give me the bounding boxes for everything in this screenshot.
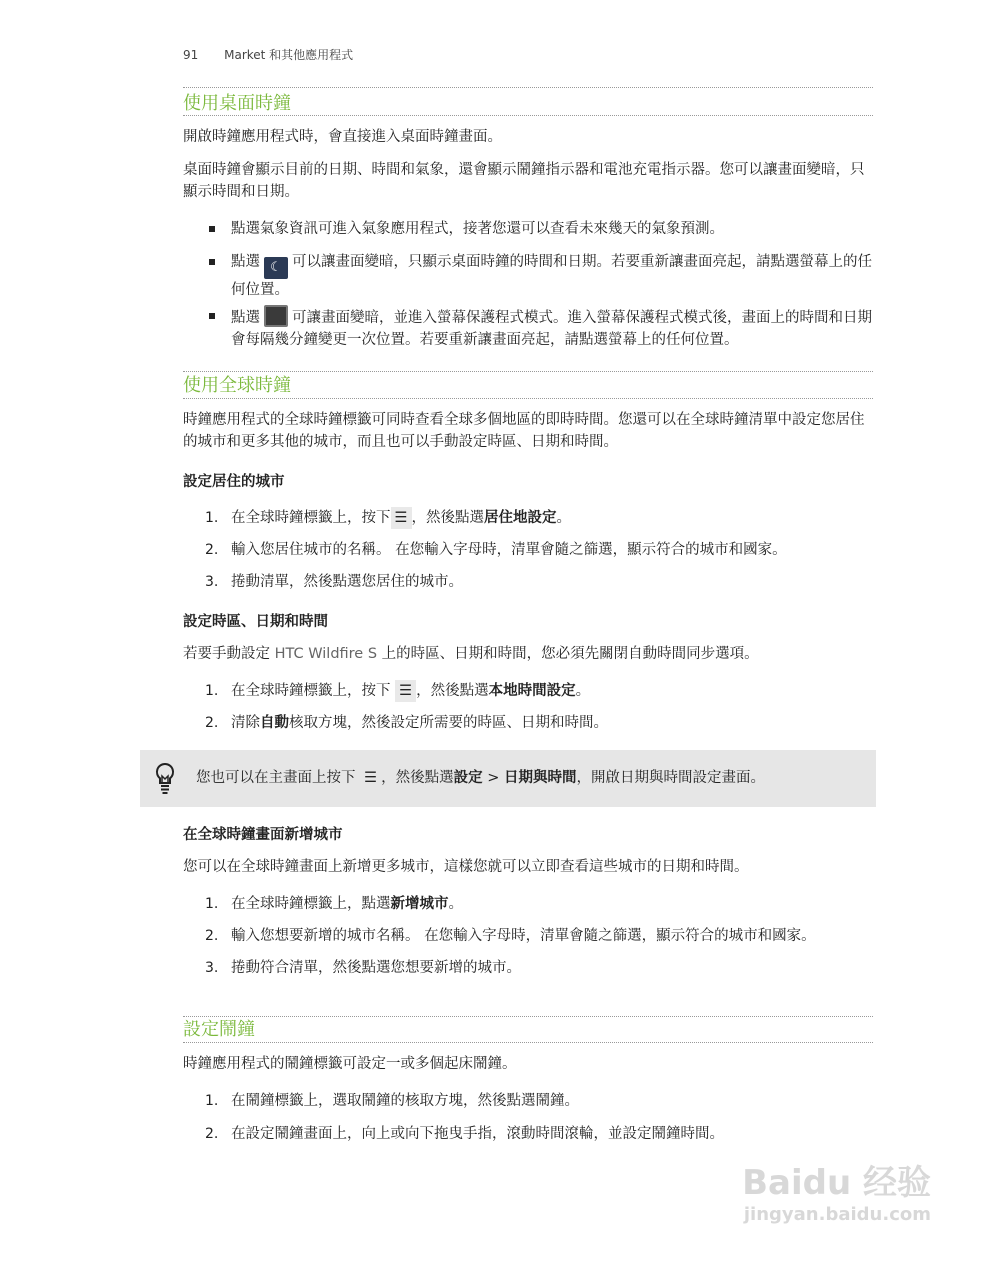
lightbulb-icon — [154, 762, 176, 794]
list-item — [205, 893, 876, 915]
bullet-item — [231, 218, 876, 240]
divider — [183, 1016, 873, 1017]
list-number: 3. — [205, 574, 219, 590]
list-text: 輸入您想要新增的城市名稱。 在您輸入字母時，清單會隨之篩選，顯示符合的城市和國家。 — [231, 928, 816, 944]
section-heading: 設定鬧鐘 — [183, 1019, 255, 1040]
section-heading: 使用桌面時鐘 — [183, 93, 291, 114]
menu-icon: ☰ — [364, 770, 378, 786]
text: > — [482, 770, 504, 786]
night-mode-icon: ☾ — [264, 257, 288, 279]
list-text: 在鬧鐘標籤上，選取鬧鐘的核取方塊，然後點選鬧鐘。 — [231, 1093, 579, 1109]
divider — [183, 87, 873, 88]
divider — [183, 1042, 873, 1043]
list-text: 。 — [575, 683, 591, 699]
screensaver-icon — [264, 305, 288, 327]
list-item — [205, 680, 876, 702]
watermark-url: jingyan.baidu.com — [743, 1204, 931, 1225]
bold-term: 居住地設定 — [484, 510, 557, 526]
bullet-item — [231, 305, 876, 351]
list-text: ，然後點選 — [411, 510, 484, 526]
list-text: 在設定鬧鐘畫面上，向上或向下拖曳手指，滾動時間滾輪，並設定鬧鐘時間。 — [231, 1126, 724, 1142]
list-text: 清除 — [231, 715, 260, 731]
bold-term: 本地時間設定 — [488, 683, 576, 699]
page-header — [183, 46, 353, 63]
list-item — [205, 925, 876, 947]
subheading: 在全球時鐘畫面新增城市 — [183, 827, 343, 843]
text: 若要手動設定 — [183, 646, 270, 662]
subheading: 設定時區、日期和時間 — [183, 614, 328, 630]
paragraph — [183, 643, 878, 665]
bullet-text: 可以讓畫面變暗，只顯示桌面時鐘的時間和日期。若要重新讓畫面亮起，請點選螢幕上的任何位置。 — [231, 254, 872, 298]
page-number: 91 — [183, 48, 199, 62]
watermark-logo: Baidu 经验 — [742, 1163, 931, 1203]
text: ，然後點選 — [381, 770, 454, 786]
list-text: 。 — [556, 510, 571, 526]
menu-icon: ☰ — [391, 507, 412, 529]
list-number: 2. — [205, 715, 219, 731]
list-text: 在全球時鐘標籤上，按下 — [231, 510, 391, 526]
text: 您也可以在主畫面上按下 — [196, 770, 356, 786]
bullet-text: 可讓畫面變暗，並進入螢幕保護程式模式。進入螢幕保護程式模式後，畫面上的時間和日期會每隔幾分鐘變更一次位置。若要重新讓畫面亮起，請點選螢幕上的任何位置。 — [231, 310, 872, 348]
divider — [183, 398, 873, 399]
list-number: 1. — [205, 896, 219, 912]
list-text: 在全球時鐘標籤上，按下 — [231, 683, 391, 699]
list-number: 3. — [205, 960, 219, 976]
bold-term: 新增城市 — [390, 896, 449, 912]
baidu-watermark — [742, 1155, 931, 1225]
list-item — [205, 539, 876, 561]
list-text: 捲動清單，然後點選您居住的城市。 — [231, 574, 463, 590]
list-text: ，然後點選 — [416, 683, 489, 699]
bullet-item — [231, 251, 876, 301]
chapter-title: Market 和其他應用程式 — [224, 48, 354, 62]
list-number: 2. — [205, 542, 219, 558]
list-item — [205, 571, 876, 593]
list-text: 。 — [448, 896, 463, 912]
list-item — [205, 712, 876, 734]
device-name: HTC Wildfire S — [274, 646, 378, 662]
paragraph: 您可以在全球時鐘畫面上新增更多城市，這樣您就可以立即查看這些城市的日期和時間。 — [183, 859, 749, 875]
list-number: 1. — [205, 1093, 219, 1109]
list-text: 在全球時鐘標籤上，點選 — [231, 896, 391, 912]
list-item — [205, 957, 876, 979]
tip-box — [140, 750, 876, 807]
list-item — [205, 1123, 876, 1145]
bullet-text: 點選氣象資訊可進入氣象應用程式，接著您還可以查看未來幾天的氣象預測。 — [231, 221, 724, 237]
list-text: 輸入您居住城市的名稱。 在您輸入字母時，清單會隨之篩選，顯示符合的城市和國家。 — [231, 542, 787, 558]
section-heading: 使用全球時鐘 — [183, 375, 291, 396]
bullet-text: 點選 — [231, 310, 260, 326]
bold-term: 自動 — [260, 715, 289, 731]
list-text: 核取方塊，然後設定所需要的時區、日期和時間。 — [289, 715, 608, 731]
menu-icon: ☰ — [395, 680, 416, 702]
bold-term: 設定 — [453, 770, 483, 786]
paragraph: 開啟時鐘應用程式時，會直接進入桌面時鐘畫面。 — [183, 129, 502, 145]
text: 上的時區、日期和時間，您必須先關閉自動時間同步選項。 — [381, 646, 759, 662]
divider — [183, 115, 873, 116]
list-number: 1. — [205, 510, 219, 526]
subheading: 設定居住的城市 — [183, 474, 285, 490]
list-text: 捲動符合清單，然後點選您想要新增的城市。 — [231, 960, 521, 976]
paragraph: 時鐘應用程式的鬧鐘標籤可設定一或多個起床鬧鐘。 — [183, 1056, 517, 1072]
list-item — [205, 1090, 876, 1112]
list-number: 2. — [205, 1126, 219, 1142]
bold-term: 日期與時間 — [503, 770, 577, 786]
tip-text — [196, 767, 765, 789]
list-number: 2. — [205, 928, 219, 944]
paragraph: 桌面時鐘會顯示目前的日期、時間和氣象，還會顯示鬧鐘指示器和電池充電指示器。您可以讓畫面變暗，只顯示時間和日期。 — [183, 162, 865, 200]
text: ，開啟日期與時間設定畫面。 — [576, 770, 765, 786]
list-item — [205, 507, 876, 529]
bullet-text: 點選 — [231, 254, 260, 270]
list-number: 1. — [205, 683, 219, 699]
divider — [183, 371, 873, 372]
paragraph: 時鐘應用程式的全球時鐘標籤可同時查看全球多個地區的即時時間。您還可以在全球時鐘清單中設定您居住的城市和更多其他的城市，而且也可以手動設定時區、日期和時間。 — [183, 412, 865, 450]
